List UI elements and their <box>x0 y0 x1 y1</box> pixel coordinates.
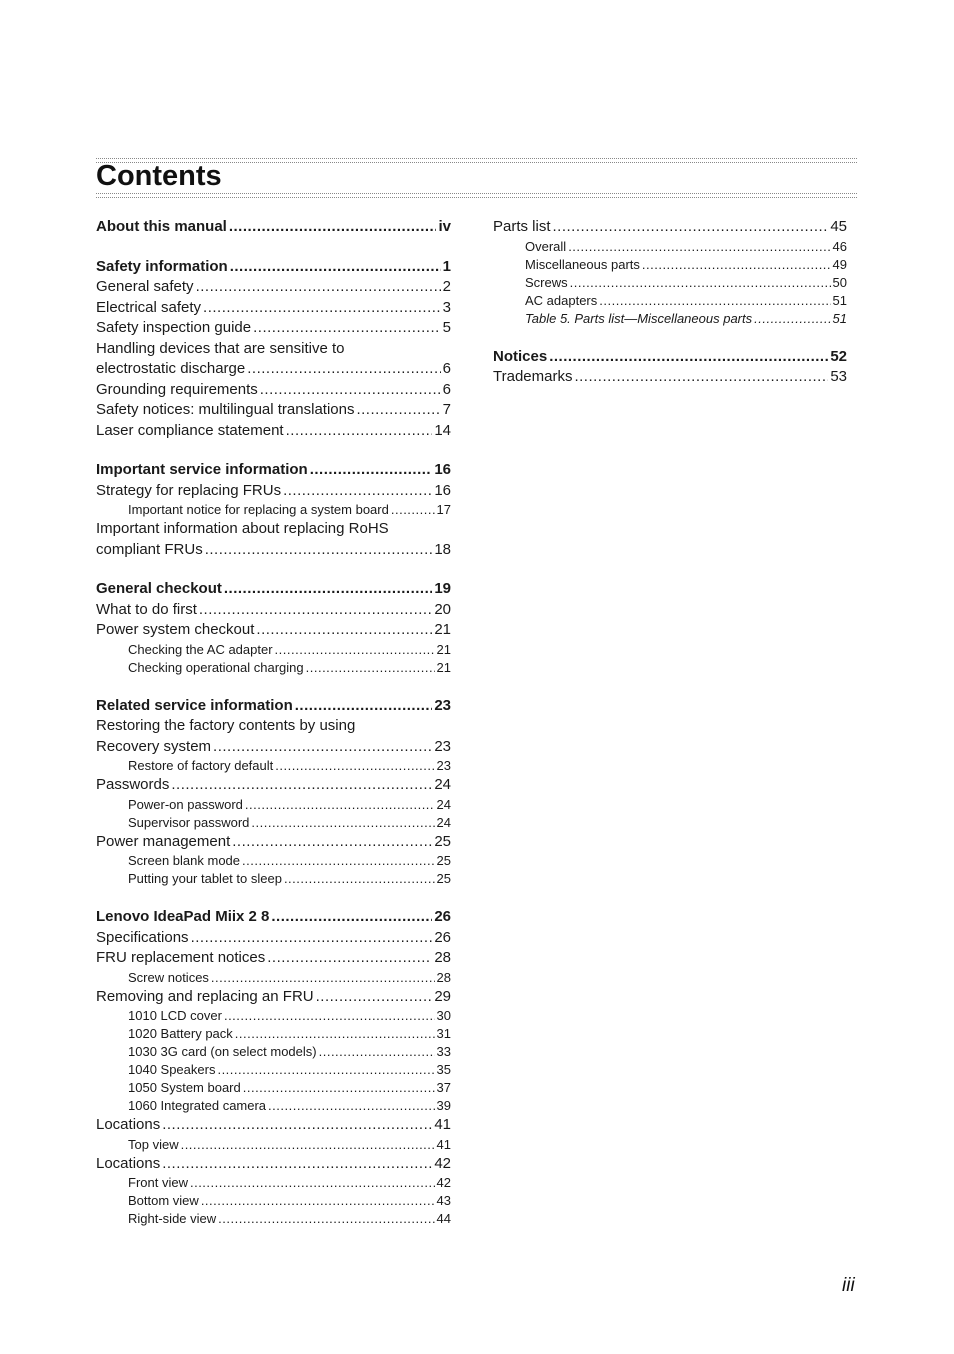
toc-entry-page-number: 21 <box>436 641 451 657</box>
toc-entry-label: Putting your tablet to sleep <box>128 871 282 886</box>
toc-entry-1030-3g-card-on-select-models[interactable] <box>96 1043 451 1061</box>
toc-entry-supervisor-password[interactable] <box>96 814 451 832</box>
toc-entry-1060-integrated-camera[interactable] <box>96 1097 451 1115</box>
toc-entry-overall[interactable] <box>493 238 847 256</box>
toc-entry-restore-of-factory-default[interactable] <box>96 757 451 775</box>
dot-leader <box>191 928 433 949</box>
toc-entry-label: Handling devices that are sensitive to <box>96 339 345 357</box>
dot-leader <box>201 1192 435 1210</box>
toc-entry-restoring-the-factory-contents-by-using[interactable] <box>96 716 451 737</box>
toc-entry-page-number: 20 <box>434 600 451 618</box>
toc-entry-page-number: 24 <box>434 776 451 793</box>
dot-leader <box>217 1061 434 1079</box>
toc-entry-label: Table 5. Parts list—Miscellaneous parts <box>525 310 753 326</box>
toc-entry-page-number: 28 <box>434 949 451 966</box>
toc-entry-label: 1060 Integrated camera <box>128 1098 267 1113</box>
toc-entry-page-number: 28 <box>436 969 451 985</box>
dot-leader <box>190 1174 435 1192</box>
toc-entry-page-number: 25 <box>436 853 451 868</box>
toc-entry-page-number: 6 <box>442 360 451 377</box>
toc-entry-label: What to do first <box>96 600 197 618</box>
toc-entry-page-number: 7 <box>442 401 451 418</box>
toc-entry-page-number: 23 <box>434 696 451 714</box>
toc-entry-label: Important service information <box>96 461 308 478</box>
toc-entry-label: Power system checkout <box>96 621 255 638</box>
toc-right-column <box>493 217 847 388</box>
toc-entry-grounding-requirements[interactable] <box>96 380 451 401</box>
toc-entry-bottom-view[interactable] <box>96 1192 451 1210</box>
toc-entry-locations[interactable] <box>96 1154 451 1175</box>
toc-entry-related-service-information[interactable] <box>96 696 451 717</box>
toc-entry-miscellaneous-parts[interactable] <box>493 256 847 274</box>
dot-leader <box>271 907 432 928</box>
toc-entry-page-number: 24 <box>436 814 451 830</box>
dot-leader <box>295 696 433 717</box>
toc-entry-page-number: 2 <box>442 278 451 295</box>
toc-entry-page-number: 14 <box>434 421 451 439</box>
toc-entry-page-number: 43 <box>436 1193 451 1208</box>
toc-entry-label: 1050 System board <box>128 1080 241 1095</box>
dot-leader <box>356 400 440 421</box>
toc-entry-label: Related service information <box>96 696 293 714</box>
toc-entry-electrical-safety[interactable] <box>96 298 451 319</box>
dot-leader <box>570 274 831 292</box>
toc-entry-page-number: 31 <box>436 1026 451 1041</box>
toc-entry-label: Screw notices <box>128 969 209 985</box>
toc-entry-page-number: 42 <box>434 1154 451 1172</box>
toc-entry-page-number: 41 <box>434 1116 451 1133</box>
toc-entry-page-number: 42 <box>436 1175 451 1190</box>
toc-entry-page-number: 51 <box>832 292 847 308</box>
toc-entry-front-view[interactable] <box>96 1174 451 1192</box>
dot-leader <box>247 359 440 380</box>
toc-entry-page-number: 49 <box>832 256 847 272</box>
toc-entry-label: Restore of factory default <box>128 758 274 773</box>
toc-entry-label: General safety <box>96 278 194 295</box>
dot-leader <box>286 421 433 442</box>
dot-leader <box>205 540 433 561</box>
dot-leader <box>196 277 441 298</box>
toc-entry-label: electrostatic discharge <box>96 360 246 377</box>
dot-leader <box>391 501 435 519</box>
toc-entry-label: Notices <box>493 347 548 365</box>
toc-entry-page-number: 35 <box>436 1062 451 1077</box>
toc-entry-page-number: 41 <box>436 1136 451 1152</box>
toc-entry-locations[interactable] <box>96 1115 451 1136</box>
toc-entry-ac-adapters[interactable] <box>493 292 847 310</box>
toc-entry-page-number: 45 <box>830 218 847 235</box>
toc-entry-label: Laser compliance statement <box>96 421 284 439</box>
dot-leader <box>243 1079 435 1097</box>
dot-leader <box>283 481 432 502</box>
toc-entry-label: Passwords <box>96 776 170 793</box>
toc-entry-label: Screws <box>525 274 568 290</box>
dot-leader <box>319 1043 435 1061</box>
dot-leader <box>199 600 432 621</box>
toc-entry-page-number: 1 <box>442 257 451 275</box>
toc-entry-label: Parts list <box>493 218 551 235</box>
toc-entry-what-to-do-first[interactable] <box>96 600 451 621</box>
toc-entry-important-information-about-replacing-rohs[interactable] <box>96 519 451 540</box>
toc-entry-label: Lenovo IdeaPad Miix 2 8 <box>96 908 270 925</box>
toc-entry-label: Top view <box>128 1136 179 1152</box>
dot-leader <box>224 1007 435 1025</box>
toc-entry-label: Safety inspection guide <box>96 319 252 336</box>
toc-entry-right-side-view[interactable] <box>96 1210 451 1228</box>
toc-entry-label: Strategy for replacing FRUs <box>96 481 282 499</box>
toc-entry-label: Specifications <box>96 928 189 946</box>
dot-leader <box>306 659 435 677</box>
toc-entry-label: Checking the AC adapter <box>128 641 273 657</box>
toc-entry-screws[interactable] <box>493 274 847 292</box>
toc-entry-laser-compliance-statement[interactable] <box>96 421 451 442</box>
dot-leader <box>568 238 830 256</box>
toc-entry-page-number: 46 <box>832 238 847 254</box>
dot-leader <box>229 217 437 238</box>
toc-entry-top-view[interactable] <box>96 1136 451 1154</box>
toc-entry-parts-list[interactable] <box>493 217 847 238</box>
toc-entry-label: Electrical safety <box>96 298 202 316</box>
toc-entry-label: Right-side view <box>128 1211 217 1226</box>
toc-entry-screen-blank-mode[interactable] <box>96 852 451 870</box>
toc-entry-removing-and-replacing-an-fru[interactable] <box>96 987 451 1008</box>
toc-entry-power-system-checkout[interactable] <box>96 620 451 641</box>
dot-leader <box>242 852 435 870</box>
dot-leader <box>232 832 432 853</box>
toc-entry-label: Recovery system <box>96 737 212 755</box>
toc-entry-page-number: 33 <box>436 1044 451 1059</box>
toc-entry-important-service-information[interactable] <box>96 460 451 481</box>
toc-entry-label: AC adapters <box>525 292 598 308</box>
dot-leader <box>275 757 434 775</box>
toc-entry-about-this-manual[interactable] <box>96 217 451 238</box>
section-gap <box>96 238 451 257</box>
dot-leader <box>224 579 432 600</box>
dot-leader <box>275 641 435 659</box>
section-gap <box>96 441 451 460</box>
toc-entry-checking-operational-charging[interactable] <box>96 659 451 677</box>
dot-leader <box>213 737 432 758</box>
toc-entry-page-number: 24 <box>436 796 451 812</box>
toc-entry-label: Important notice for replacing a system board <box>128 502 389 517</box>
toc-entry-page-number: 23 <box>436 758 451 773</box>
toc-entry-specifications[interactable] <box>96 928 451 949</box>
section-gap <box>493 328 847 347</box>
toc-entry-compliant-frus[interactable] <box>96 540 451 561</box>
toc-entry-general-checkout[interactable] <box>96 579 451 600</box>
toc-entry-label: Miscellaneous parts <box>525 256 640 272</box>
toc-entry-page-number: 5 <box>442 319 451 336</box>
dot-leader <box>316 987 433 1008</box>
toc-entry-1050-system-board[interactable] <box>96 1079 451 1097</box>
toc-entry-label: Front view <box>128 1175 188 1190</box>
dot-leader <box>599 292 830 310</box>
toc-entry-recovery-system[interactable] <box>96 737 451 758</box>
toc-entry-handling-devices-that-are-sensitive-to[interactable] <box>96 339 451 360</box>
toc-entry-label: Locations <box>96 1154 161 1172</box>
dot-leader <box>260 380 441 401</box>
toc-entry-page-number: 53 <box>830 368 847 385</box>
toc-entry-label: Bottom view <box>128 1193 199 1208</box>
toc-entry-page-number: 30 <box>436 1008 451 1023</box>
toc-entry-page-number: 39 <box>436 1098 451 1113</box>
toc-entry-label: 1030 3G card (on select models) <box>128 1044 317 1059</box>
toc-entry-screw-notices[interactable] <box>96 969 451 987</box>
toc-entry-label: FRU replacement notices <box>96 949 266 966</box>
toc-entry-1020-battery-pack[interactable] <box>96 1025 451 1043</box>
page-title: Contents <box>96 160 222 192</box>
toc-entry-label: Safety information <box>96 257 228 275</box>
toc-entry-general-safety[interactable] <box>96 277 451 298</box>
dot-leader <box>553 217 829 238</box>
dot-leader <box>218 1210 434 1228</box>
dot-leader <box>256 620 432 641</box>
dot-leader <box>162 1115 432 1136</box>
dot-leader <box>162 1154 432 1175</box>
toc-entry-page-number: 52 <box>830 347 847 365</box>
section-gap <box>96 560 451 579</box>
toc-entry-page-number: 21 <box>434 621 451 638</box>
toc-entry-label: Trademarks <box>493 368 573 385</box>
dot-leader <box>230 257 441 278</box>
toc-entry-table-5-parts-list-miscellaneous-parts[interactable] <box>493 310 847 328</box>
toc-entry-putting-your-tablet-to-sleep[interactable] <box>96 870 451 888</box>
toc-entry-checking-the-ac-adapter[interactable] <box>96 641 451 659</box>
toc-entry-label: Locations <box>96 1116 161 1133</box>
toc-entry-label: Overall <box>525 238 567 254</box>
dot-leader <box>268 1097 434 1115</box>
toc-entry-1010-lcd-cover[interactable] <box>96 1007 451 1025</box>
toc-entry-page-number: 44 <box>436 1211 451 1226</box>
toc-entry-page-number: 25 <box>436 871 451 886</box>
toc-entry-page-number: 18 <box>434 540 451 558</box>
toc-entry-label: Grounding requirements <box>96 380 258 398</box>
dot-leader <box>284 870 435 888</box>
dot-leader <box>235 1025 435 1043</box>
toc-entry-label: Supervisor password <box>128 814 250 830</box>
dot-leader <box>549 347 828 368</box>
toc-entry-passwords[interactable] <box>96 775 451 796</box>
toc-entry-page-number: 19 <box>434 580 451 597</box>
toc-entry-page-number: 16 <box>434 481 451 499</box>
toc-entry-page-number: 17 <box>436 502 451 517</box>
toc-entry-page-number: 3 <box>442 298 451 316</box>
bottom-dotted-rule <box>96 193 857 198</box>
dot-leader <box>574 367 828 388</box>
toc-entry-safety-notices-multilingual-translations[interactable] <box>96 400 451 421</box>
page-number: iii <box>842 1275 855 1296</box>
toc-entry-trademarks[interactable] <box>493 367 847 388</box>
section-gap <box>96 888 451 907</box>
toc-entry-page-number: 16 <box>434 461 451 478</box>
toc-entry-page-number: 26 <box>434 908 451 925</box>
toc-entry-page-number: 51 <box>832 310 847 326</box>
dot-leader <box>211 969 435 987</box>
dot-leader <box>310 460 433 481</box>
toc-entry-label: Restoring the factory contents by using <box>96 717 356 734</box>
dot-leader <box>754 310 830 328</box>
dot-leader <box>253 318 441 339</box>
toc-entry-lenovo-ideapad-miix-2-8[interactable] <box>96 907 451 928</box>
toc-entry-label: Screen blank mode <box>128 853 241 868</box>
toc-entry-label: Checking operational charging <box>128 659 304 675</box>
dot-leader <box>642 256 831 274</box>
toc-entry-label: 1010 LCD cover <box>128 1008 222 1023</box>
dot-leader <box>251 814 434 832</box>
toc-entry-1040-speakers[interactable] <box>96 1061 451 1079</box>
toc-entry-label: 1040 Speakers <box>128 1062 216 1077</box>
toc-entry-page-number: iv <box>438 218 451 235</box>
toc-entry-label: Important information about replacing RoHS <box>96 520 389 537</box>
toc-entry-safety-inspection-guide[interactable] <box>96 318 451 339</box>
toc-entry-page-number: 23 <box>434 737 451 755</box>
toc-entry-important-notice-for-replacing-a-system-board[interactable] <box>96 501 451 519</box>
toc-entry-label: General checkout <box>96 580 222 597</box>
toc-entry-power-management[interactable] <box>96 832 451 853</box>
toc-entry-label: About this manual <box>96 218 227 235</box>
toc-entry-page-number: 26 <box>434 928 451 946</box>
section-gap <box>96 677 451 696</box>
toc-entry-notices[interactable] <box>493 347 847 368</box>
toc-entry-safety-information[interactable] <box>96 257 451 278</box>
toc-entry-electrostatic-discharge[interactable] <box>96 359 451 380</box>
toc-entry-label: Safety notices: multilingual translations <box>96 401 355 418</box>
toc-entry-power-on-password[interactable] <box>96 796 451 814</box>
dot-leader <box>171 775 432 796</box>
dot-leader <box>267 948 432 969</box>
toc-entry-page-number: 6 <box>442 380 451 398</box>
toc-left-column <box>96 217 451 1228</box>
toc-entry-page-number: 29 <box>434 987 451 1005</box>
toc-entry-label: compliant FRUs <box>96 540 203 558</box>
dot-leader <box>245 796 435 814</box>
toc-entry-label: Power management <box>96 832 231 850</box>
toc-entry-page-number: 25 <box>434 832 451 850</box>
toc-entry-page-number: 50 <box>832 274 847 290</box>
toc-entry-page-number: 21 <box>436 659 451 675</box>
toc-entry-label: 1020 Battery pack <box>128 1026 233 1041</box>
toc-entry-label: Removing and replacing an FRU <box>96 987 314 1005</box>
toc-entry-page-number: 37 <box>436 1080 451 1095</box>
toc-entry-strategy-for-replacing-frus[interactable] <box>96 481 451 502</box>
dot-leader <box>203 298 441 319</box>
toc-entry-fru-replacement-notices[interactable] <box>96 948 451 969</box>
dot-leader <box>181 1136 435 1154</box>
toc-entry-label: Power-on password <box>128 796 243 812</box>
